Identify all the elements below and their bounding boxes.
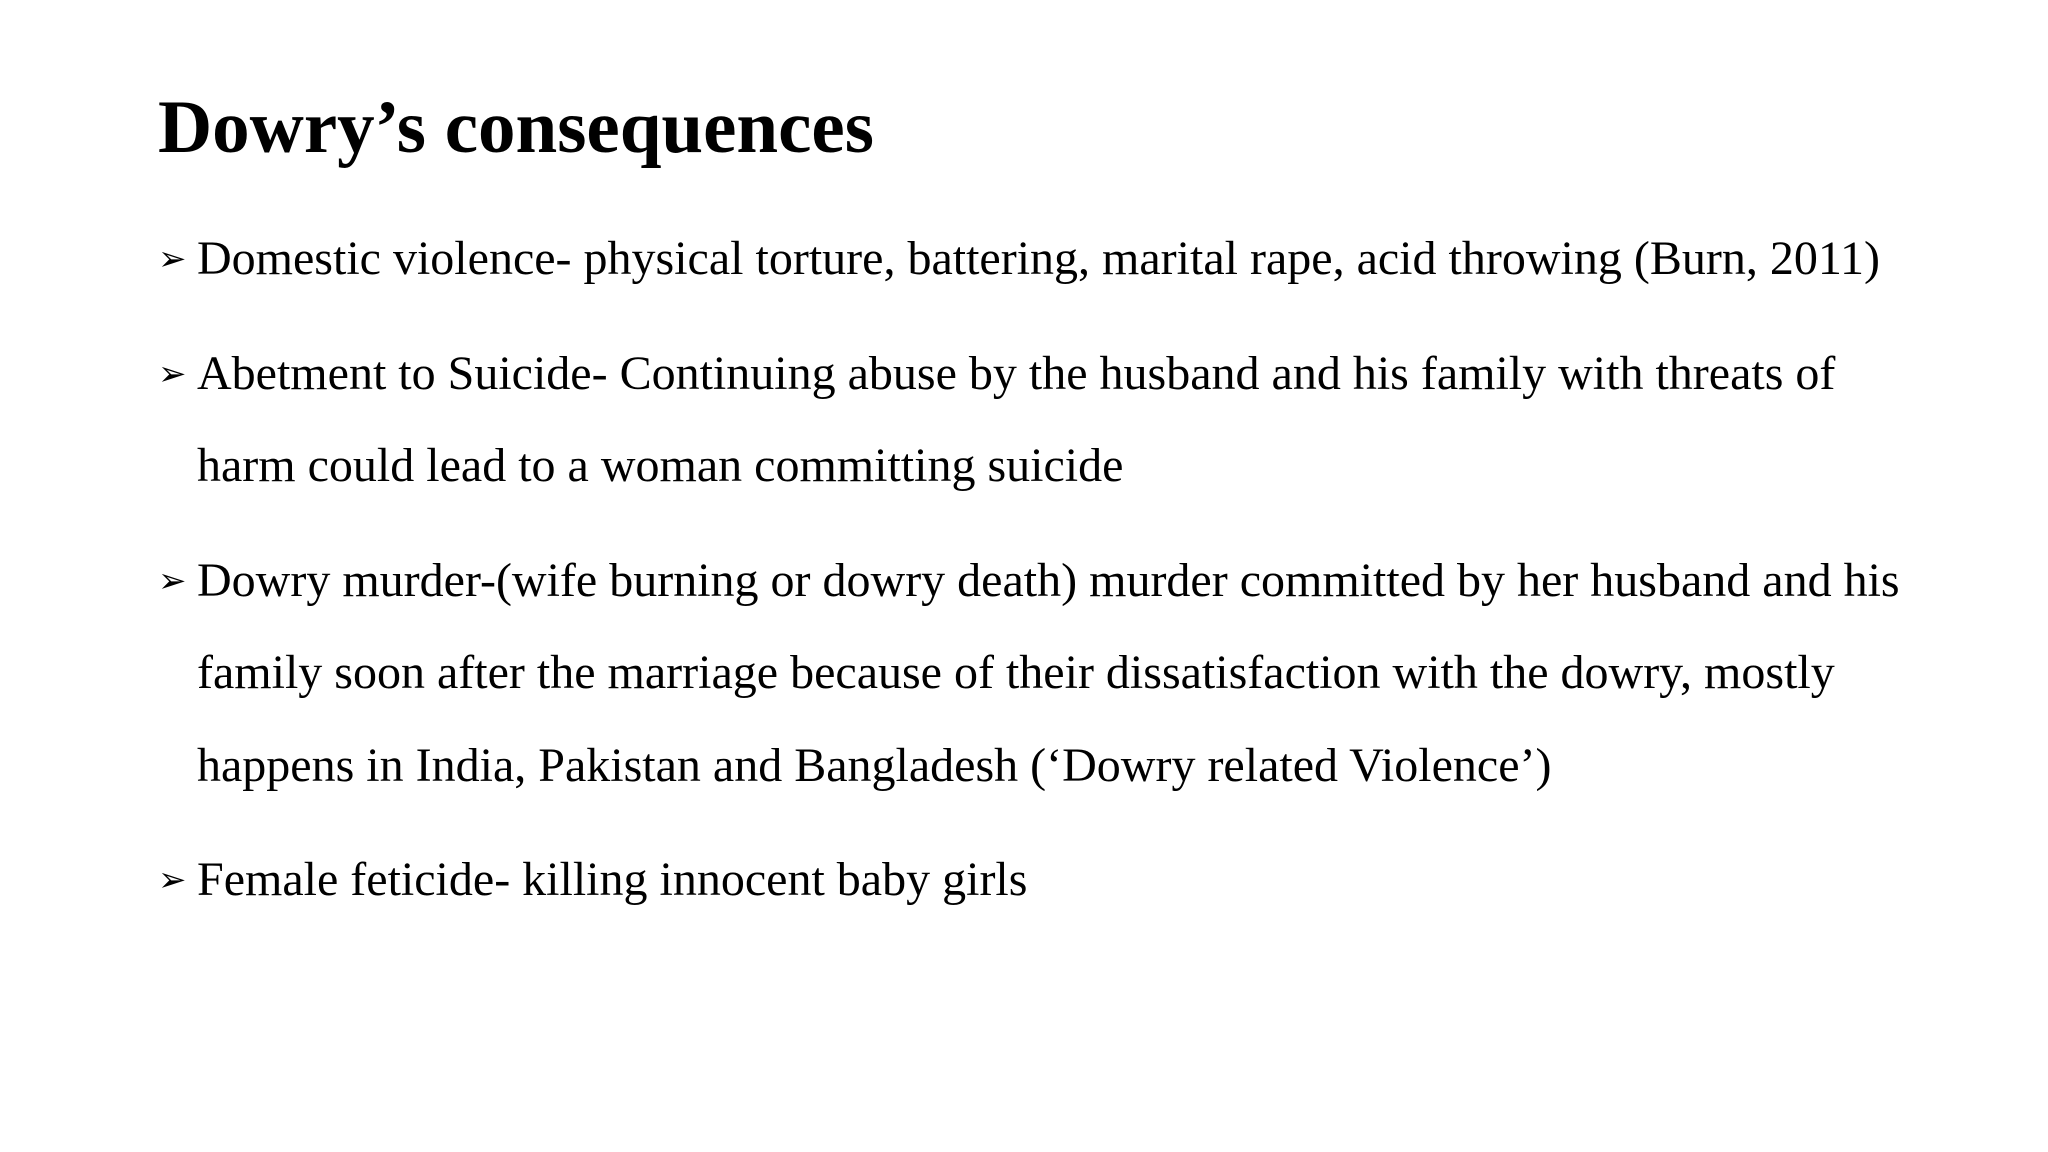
bullet-text: Domestic violence- physical torture, battering, marital rape, acid throwing (Burn, 2011) [197,232,1881,285]
bullet-item-female-feticide [158,834,1918,927]
bullet-list [158,213,1918,949]
arrowhead-bullet-icon: ➢ [158,560,187,601]
bullet-item-dowry-murder [158,535,1918,813]
slide-title: Dowry’s consequences [158,86,874,169]
arrowhead-bullet-icon: ➢ [158,353,187,394]
arrowhead-bullet-icon: ➢ [158,860,187,900]
bullet-item-abetment-to-suicide [158,328,1918,513]
bullet-text: Female feticide- killing innocent baby girls [197,853,1028,906]
arrowhead-bullet-icon: ➢ [158,239,187,279]
bullet-text: Dowry murder-(wife burning or dowry death) murder committed by her husband and his family soon after the marriage because of their dissatisfaction with the dowry, mostly happens in India, Pakistan and Bangladesh (‘Dowry related Violence’) [197,553,1900,792]
bullet-text: Abetment to Suicide- Continuing abuse by the husband and his family with threats of harm could lead to a woman committing suicide [197,346,1836,492]
bullet-item-domestic-violence [158,213,1918,306]
